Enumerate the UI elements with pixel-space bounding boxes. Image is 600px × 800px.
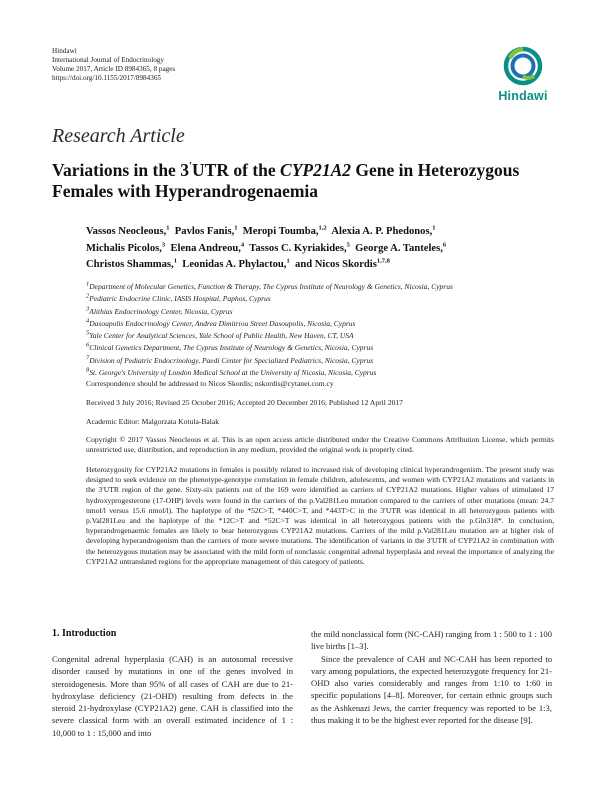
affiliation: $^7$Division of Pediatric Endocrinology, Paedi Center for Specialized Pediatrics, Nicosia, Cyprus <box>86 354 374 365</box>
hindawi-logo <box>494 44 552 106</box>
journal-name: International Journal of Endocrinology <box>52 56 164 64</box>
hindawi-rings-icon <box>501 44 545 88</box>
affiliation: $^3$Alithias Endocrinology Center, Nicosia, Cyprus <box>86 305 233 316</box>
author: Vassos Neocleous,$^1$ <box>86 224 170 237</box>
affiliation: $^2$Pediatric Endocrine Clinic, IASIS Hospital, Paphos, Cyprus <box>86 292 271 304</box>
author-list <box>86 224 556 274</box>
paragraph: Congenital adrenal hyperplasia (CAH) is an autosomal recessive disorder caused by mutations in one of the genes involved in steroidogenesis. More than 95% of all cases of CAH are due to 21-hydroxylase deficiency (21-OHD) resulting from defects in the steroid 21-hydroxylase (CYP21A2) gene. CAH is classified into the severe classical form with an overall estimated incidence of 1 : 10,000 to 1 : 15,000 and into <box>52 654 293 738</box>
paragraph: Since the prevalence of CAH and NC-CAH has been reported to vary among populations, the expected heterozygote frequency for 21-OHD also varies considerably and ranges from 1:10 to 1:60 in specific populations [4–8]. Moreover, for certain ethnic groups such as the Ashkenazi Jews, the carrier frequency was reported to be 1:3, thus making it to be the highest ever reported for the disease [9]. <box>311 653 552 726</box>
author: Elena Andreou,$^4$ <box>170 240 245 254</box>
affiliation: $^1$Department of Molecular Genetics, Function & Therapy, The Cyprus Institute of Neurology & Genetics, Nicosia, Cyprus <box>86 280 453 291</box>
affiliation: $^8$St. George's University of London Medical School at the University of Nicosia, Nicosia, Cyprus <box>86 366 377 378</box>
author: and Nicos Skordis$^{1,7,8}$ <box>295 257 390 270</box>
academic-editor: Academic Editor: Malgorzata Kotula-Balak <box>86 417 220 426</box>
author: Michalis Picolos,$^3$ <box>86 240 166 254</box>
journal-info <box>52 47 175 83</box>
author: Meropi Toumba,$^{1,2}$ <box>242 224 327 237</box>
affiliation-list <box>86 281 556 379</box>
affiliation: $^4$Dasoupolis Endocrinology Center, Andrea Dimitriou Street Dasoupolis, Nicosia, Cyprus <box>86 317 356 328</box>
correspondence: Correspondence should be addressed to Nicos Skordis; nskordis@cytanet.com.cy <box>86 379 334 388</box>
section-heading-introduction: 1. Introduction <box>52 628 117 639</box>
body-column-left <box>52 653 293 739</box>
abstract: Heterozygosity for CYP21A2 mutations in females is possibly related to increased risk of developing clinical hyperandrogenism. The present study was designed to seek evidence on the phenotype-genotype correlation in female children, adolescents, and women with CYP21A2 mutations and variants in the 3′UTR region of the gene. Sixty-six patients out of the 169 were identified as carriers of CYP21A2 mutations. Higher values of stimulated 17 hydroxyprogesterone (17-OHP) levels were found in the carriers of the p.Val281Leu mutation compared to the carriers of other mutations (mean: 24.7 nmol/l versus 15.6 nmol/l). The haplotype of the *52C>T, *440C>T, and *443T>C in the 3′UTR was identical in all heterozygous patients with p.Val281Leu and the haplotype of the *12C>T and *52C>T was identical in all heterozygous patients with the p.Gln318*. In conclusion, hyperandrogenaemic females are likely to bear heterozygous CYP21A2 mutations. Carriers of the mild p.Val281Leu mutation are at higher risk of developing hyperandrogenism than the carriers of more severe mutations. The identification of variants in the 3′UTR of CYP21A2 in combination with the heterozygous mutation may be associated with the mild form of nonclassic congenital adrenal hyperplasia and reveal the importance of analyzing the CYP21A2 untranslated regions for the appropriate management of this category of patients. <box>86 465 554 566</box>
author: George A. Tanteles,$^6$ <box>355 240 447 254</box>
author: Christos Shammas,$^1$ <box>86 257 177 270</box>
author: Tassos C. Kyriakides,$^5$ <box>249 240 350 254</box>
affiliation: $^5$Yale Center for Analytical Sciences, Yale School of Public Health, New Haven, CT, USA <box>86 329 354 341</box>
article-dates: Received 3 July 2016; Revised 25 October 2016; Accepted 20 December 2016; Published 12 April 2017 <box>86 398 403 407</box>
article-type: Research Article <box>52 125 185 147</box>
author: Leonidas A. Phylactou,$^1$ <box>182 257 290 270</box>
volume-line: Volume 2017, Article ID 8984365, 8 pages <box>52 65 176 73</box>
copyright-notice: Copyright © 2017 Vassos Neocleous et al. This is an open access article distributed under the Creative Commons Attribution License, which permits unrestricted use, distribution, and reproduction in any medium, provided the original work is properly cited. <box>86 435 554 454</box>
article-title: Variations in the 3′UTR of the CYP21A2 Gene in Heterozygous Females with Hyperandrogenaemia <box>52 159 520 201</box>
affiliation: $^6$Clinical Genetics Department, The Cyprus Institute of Neurology & Genetics, Nicosia, Cyprus <box>86 341 374 353</box>
doi-link[interactable]: https://doi.org/10.1155/2017/8984365 <box>52 74 162 82</box>
publisher-name: Hindawi <box>52 47 77 55</box>
paragraph: the mild nonclassical form (NC-CAH) ranging from 1 : 500 to 1 : 100 live births [1–3]. <box>311 629 552 652</box>
logo-text: Hindawi <box>498 89 548 103</box>
author: Pavlos Fanis,$^1$ <box>174 224 238 237</box>
author: Alexia A. P. Phedonos,$^1$ <box>331 224 436 237</box>
body-column-right <box>311 628 552 726</box>
